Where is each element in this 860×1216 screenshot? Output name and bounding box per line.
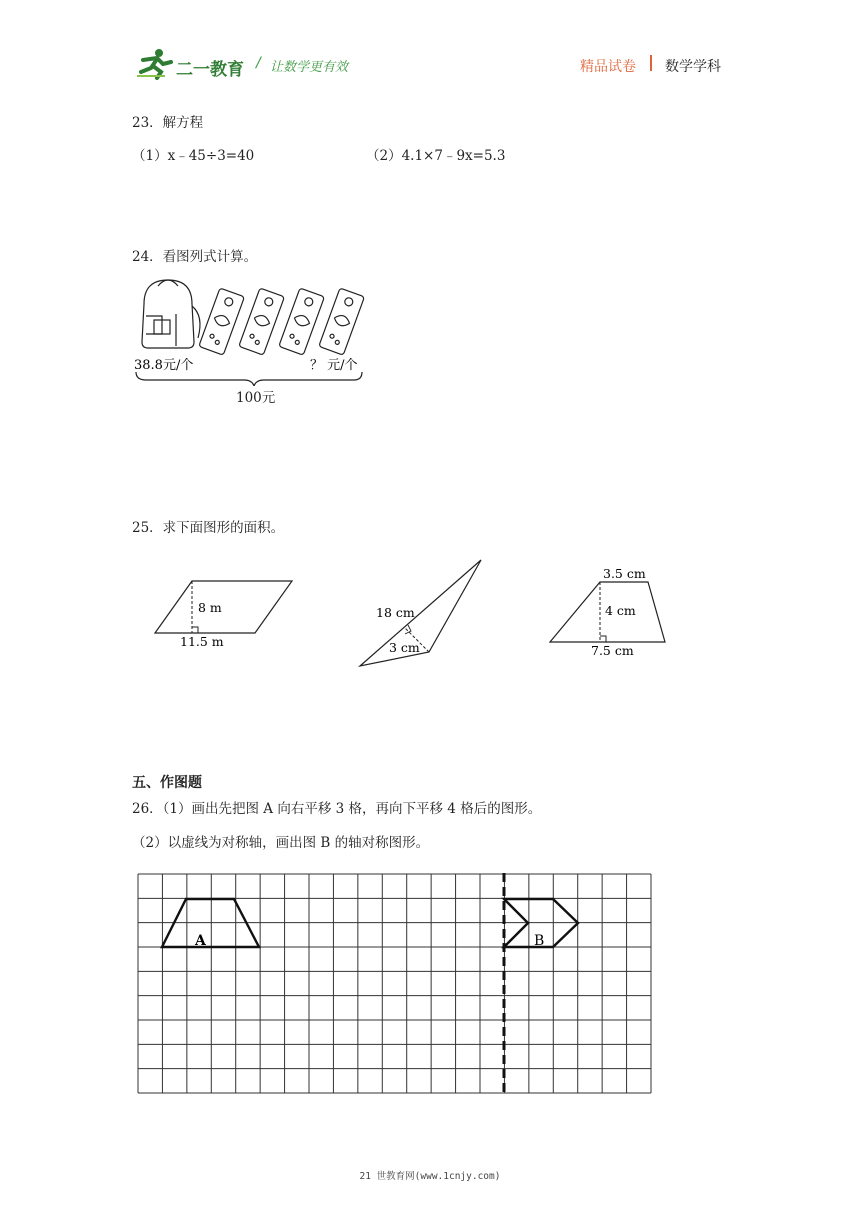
q23-part2: （2）4.1×7﹣9x=5.3 <box>366 148 506 164</box>
q24-figure <box>132 276 402 386</box>
triangle-height-label: 3 cm <box>389 640 420 655</box>
brand-slogan: 让数学更有效 <box>270 60 349 75</box>
shape-a-label: A <box>195 933 206 949</box>
backpack-price-label: 38.8元/个 <box>134 358 194 373</box>
q24-title: 24．看图列式计算。 <box>132 249 258 265</box>
q23-title: 23．解方程 <box>132 115 204 131</box>
trapezoid-shape <box>550 566 665 658</box>
header-divider <box>650 55 652 71</box>
trapezoid-top-label: 3.5 cm <box>603 566 646 581</box>
parallelogram-height-label: 8 m <box>198 600 222 615</box>
total-brace <box>136 372 362 386</box>
q26-part2: （2）以虚线为对称轴，画出图 B 的轴对称图形。 <box>132 835 430 851</box>
q26-part1: 26．（1）画出先把图 A 向右平移 3 格，再向下平移 4 格后的图形。 <box>132 801 542 817</box>
triangle-shape <box>360 560 481 666</box>
q24-total-label: 100元 <box>236 390 276 406</box>
runner-logo-icon <box>135 46 175 80</box>
parallelogram-base-label: 11.5 m <box>180 634 224 649</box>
brand-name: 二一教育 <box>176 60 244 80</box>
section-title: 五、作图题 <box>132 775 202 791</box>
q25-title: 25．求下面图形的面积。 <box>132 520 285 536</box>
trapezoid-bottom-label: 7.5 cm <box>591 643 634 658</box>
pencil-price-label: ？ 元/个 <box>310 358 358 373</box>
footer-source: 21 世教育网(www.1cnjy.com) <box>359 1171 501 1182</box>
triangle-side-label: 18 cm <box>376 605 415 620</box>
q23-part1: （1）x﹣45÷3=40 <box>132 148 255 164</box>
shape-b-label: B <box>534 933 545 949</box>
header-tag-subject: 数学学科 <box>665 59 721 75</box>
header <box>0 0 860 90</box>
trapezoid-height-label: 4 cm <box>605 603 636 618</box>
q25-figures <box>140 555 700 675</box>
backpack-icon <box>142 280 200 348</box>
parallelogram-shape <box>155 581 292 649</box>
pencil-case-icons <box>199 288 365 355</box>
header-tag-premium: 精品试卷 <box>580 59 636 75</box>
drawing-grid[interactable] <box>137 873 652 1094</box>
slash-divider: / <box>256 55 261 71</box>
grid-lines <box>138 874 651 1093</box>
